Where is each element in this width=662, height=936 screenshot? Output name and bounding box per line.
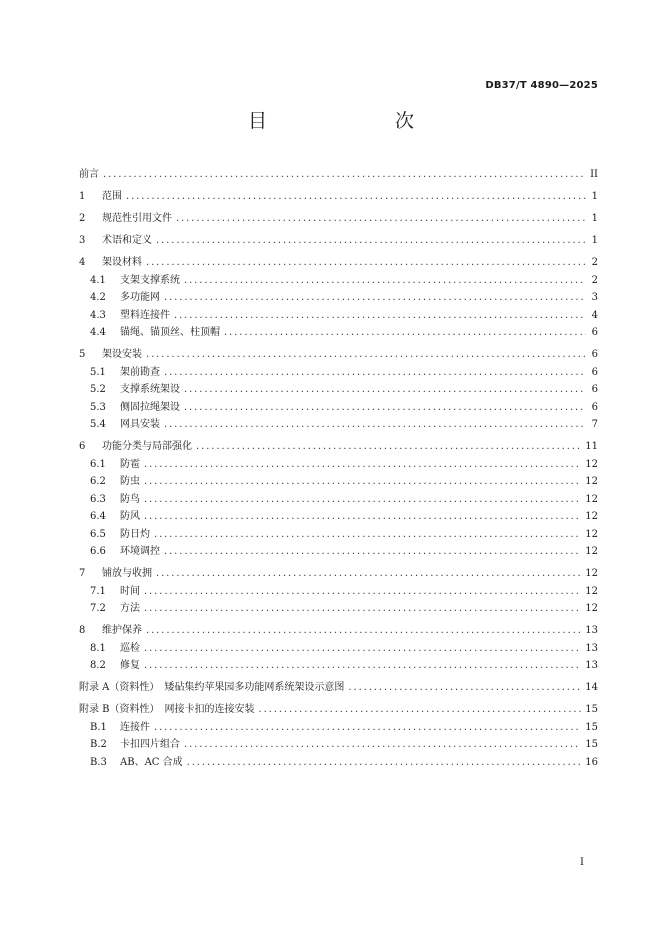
toc-leader-dots xyxy=(144,456,581,474)
toc-entry-label: 支撑系统架设 xyxy=(120,384,180,395)
toc-entry-page: 15 xyxy=(585,721,598,733)
toc-entry[interactable] xyxy=(79,254,598,272)
toc-leader-dots xyxy=(144,600,581,618)
toc-entry-page: 3 xyxy=(591,292,598,303)
toc-entry-label: 连接件 xyxy=(120,721,150,733)
toc-entry-page: 13 xyxy=(585,660,598,671)
toc-entry-label: 规范性引用文件 xyxy=(102,213,172,224)
toc-entry-page: 12 xyxy=(585,528,598,540)
toc-entry-number: 7 xyxy=(79,568,86,579)
toc-entry-label: 巡检 xyxy=(120,642,140,654)
toc-entry-number: 5.2 xyxy=(90,384,106,395)
toc-entry-label: 塑料连接件 xyxy=(120,309,170,321)
toc-entry-label: 前言 xyxy=(79,169,99,180)
toc-entry-number: 4 xyxy=(79,257,86,268)
toc-entry[interactable] xyxy=(79,657,598,675)
toc-entry[interactable] xyxy=(79,640,598,658)
toc-entry-page: 6 xyxy=(591,401,598,413)
toc-leader-dots xyxy=(184,272,586,290)
table-of-contents xyxy=(79,166,598,771)
toc-entry-page: 15 xyxy=(585,739,598,750)
toc-entry-label: 架设安装 xyxy=(102,349,142,360)
toc-entry[interactable] xyxy=(79,491,598,509)
toc-entry[interactable] xyxy=(79,438,598,456)
toc-entry-label: 维护保养 xyxy=(102,625,142,636)
toc-entry[interactable] xyxy=(79,701,598,719)
toc-entry[interactable] xyxy=(79,565,598,583)
toc-entry[interactable] xyxy=(79,399,598,417)
toc-entry-label: 环境调控 xyxy=(120,546,160,557)
toc-entry-number: 4.1 xyxy=(90,274,106,286)
toc-entry-number: 4.4 xyxy=(90,327,106,338)
toc-entry-page: 6 xyxy=(591,366,598,378)
toc-entry-number: 2 xyxy=(79,213,86,224)
toc-entry[interactable] xyxy=(79,622,598,640)
toc-entry[interactable] xyxy=(79,272,598,290)
toc-entry-number: 3 xyxy=(79,235,86,246)
toc-leader-dots xyxy=(224,324,586,342)
page-title: 目 次 xyxy=(247,110,444,132)
toc-entry-page: 12 xyxy=(585,585,598,597)
toc-entry[interactable] xyxy=(79,210,598,228)
toc-entry-page: 13 xyxy=(585,625,598,636)
toc-entry-number: 4.2 xyxy=(90,292,106,303)
toc-entry-page: 1 xyxy=(591,213,598,224)
toc-leader-dots xyxy=(144,583,581,601)
toc-leader-dots xyxy=(176,210,586,228)
toc-entry[interactable] xyxy=(79,473,598,491)
toc-entry-page: 12 xyxy=(585,458,598,470)
toc-leader-dots xyxy=(348,679,581,697)
toc-entry-page: 16 xyxy=(585,756,598,768)
toc-entry-page: 6 xyxy=(591,327,598,338)
toc-entry-label: 范围 xyxy=(102,191,122,202)
toc-entry-label: 防雹 xyxy=(120,458,140,470)
toc-entry-page: 2 xyxy=(591,257,598,268)
toc-entry-number: 5 xyxy=(79,349,86,360)
toc-leader-dots xyxy=(126,188,586,206)
toc-leader-dots xyxy=(144,640,581,658)
toc-entry-number: 6.1 xyxy=(90,458,106,470)
toc-entry-page: 14 xyxy=(585,682,598,693)
toc-entry-number: 6.6 xyxy=(90,546,106,557)
toc-leader-dots xyxy=(184,736,581,754)
toc-leader-dots xyxy=(164,289,586,307)
toc-entry-label: 防虫 xyxy=(120,476,140,487)
toc-entry[interactable] xyxy=(79,232,598,250)
toc-entry[interactable] xyxy=(79,754,598,772)
toc-entry-number: 6.2 xyxy=(90,476,106,487)
toc-entry[interactable] xyxy=(79,166,598,184)
toc-entry-page: 12 xyxy=(585,603,598,614)
toc-entry[interactable] xyxy=(79,526,598,544)
toc-entry[interactable] xyxy=(79,583,598,601)
toc-entry[interactable] xyxy=(79,289,598,307)
toc-entry[interactable] xyxy=(79,346,598,364)
toc-entry-label: AB、AC 合成 xyxy=(120,756,183,768)
toc-entry-number: 5.1 xyxy=(90,366,106,378)
toc-entry[interactable] xyxy=(79,679,598,697)
toc-entry-label: 附录 B（资料性） 网接卡扣的连接安装 xyxy=(79,704,255,715)
toc-entry-page: 13 xyxy=(585,642,598,654)
toc-entry-page: 7 xyxy=(591,419,598,430)
toc-entry[interactable] xyxy=(79,456,598,474)
toc-entry[interactable] xyxy=(79,543,598,561)
toc-entry-page: 4 xyxy=(591,309,598,321)
toc-entry-page: II xyxy=(590,169,598,180)
toc-entry-page: 11 xyxy=(585,441,598,452)
toc-leader-dots xyxy=(259,701,582,719)
toc-entry[interactable] xyxy=(79,381,598,399)
toc-entry-number: B.2 xyxy=(90,739,107,750)
toc-entry-label: 方法 xyxy=(120,603,140,614)
toc-entry-label: 防鸟 xyxy=(120,493,140,505)
toc-entry-page: 6 xyxy=(591,384,598,395)
toc-leader-dots xyxy=(187,754,582,772)
toc-leader-dots xyxy=(156,232,586,250)
toc-entry-number: B.3 xyxy=(90,756,107,768)
toc-entry[interactable] xyxy=(79,600,598,618)
toc-entry-label: 网具安装 xyxy=(120,419,160,430)
toc-entry-page: 1 xyxy=(591,235,598,246)
toc-leader-dots xyxy=(144,491,581,509)
toc-entry-number: 7.2 xyxy=(90,603,106,614)
toc-entry-label: 防风 xyxy=(120,511,140,522)
toc-entry-label: 修复 xyxy=(120,660,140,671)
toc-entry-number: 8.1 xyxy=(90,642,106,654)
toc-entry-number: 5.4 xyxy=(90,419,106,430)
toc-leader-dots xyxy=(144,473,581,491)
toc-leader-dots xyxy=(184,381,586,399)
toc-entry-label: 附录 A（资料性） 矮砧集约苹果园多功能网系统架设示意图 xyxy=(79,682,345,693)
toc-entry-label: 功能分类与局部强化 xyxy=(102,441,192,452)
toc-leader-dots xyxy=(164,543,581,561)
toc-entry[interactable] xyxy=(79,307,598,325)
toc-leader-dots xyxy=(144,657,581,675)
toc-entry-number: 6.3 xyxy=(90,493,106,505)
toc-entry[interactable] xyxy=(79,324,598,342)
toc-entry-page: 2 xyxy=(591,274,598,286)
toc-leader-dots xyxy=(154,719,581,737)
toc-entry-page: 6 xyxy=(591,349,598,360)
toc-entry-label: 铺放与收拥 xyxy=(102,568,152,579)
toc-leader-dots xyxy=(154,526,581,544)
toc-entry-label: 锚绳、锚顶丝、柱顶帽 xyxy=(120,327,220,338)
toc-entry-page: 12 xyxy=(585,511,598,522)
toc-leader-dots xyxy=(146,622,581,640)
toc-entry-page: 12 xyxy=(585,476,598,487)
toc-entry-label: 侧固拉绳架设 xyxy=(120,401,180,413)
toc-leader-dots xyxy=(184,399,586,417)
toc-entry-number: 6.4 xyxy=(90,511,106,522)
toc-entry-number: 6.5 xyxy=(90,528,106,540)
toc-entry-number: B.1 xyxy=(90,721,107,733)
toc-entry[interactable] xyxy=(79,508,598,526)
toc-entry[interactable] xyxy=(79,188,598,206)
toc-leader-dots xyxy=(164,416,586,434)
toc-entry-label: 时间 xyxy=(120,585,140,597)
document-number: DB37/T 4890—2025 xyxy=(485,80,598,91)
toc-entry-label: 支架支撑系统 xyxy=(120,274,180,286)
toc-leader-dots xyxy=(156,565,581,583)
toc-leader-dots xyxy=(164,364,586,382)
toc-entry-label: 卡扣四片组合 xyxy=(120,739,180,750)
toc-entry[interactable] xyxy=(79,736,598,754)
toc-entry-label: 术语和定义 xyxy=(102,235,152,246)
toc-entry-page: 1 xyxy=(591,191,598,202)
toc-entry-page: 15 xyxy=(585,704,598,715)
toc-leader-dots xyxy=(196,438,581,456)
toc-entry-page: 12 xyxy=(585,493,598,505)
toc-leader-dots xyxy=(146,254,586,272)
toc-entry-number: 8.2 xyxy=(90,660,106,671)
toc-leader-dots xyxy=(146,346,586,364)
toc-entry[interactable] xyxy=(79,364,598,382)
toc-entry-label: 架设材料 xyxy=(102,257,142,268)
toc-entry-number: 4.3 xyxy=(90,309,106,321)
toc-entry-number: 1 xyxy=(79,191,86,202)
toc-leader-dots xyxy=(144,508,581,526)
toc-entry-number: 7.1 xyxy=(90,585,106,597)
toc-entry-page: 12 xyxy=(585,546,598,557)
toc-entry-label: 架前勘查 xyxy=(120,366,160,378)
page-number: I xyxy=(580,857,584,868)
toc-leader-dots xyxy=(103,166,586,184)
toc-entry-page: 12 xyxy=(585,568,598,579)
toc-entry-number: 5.3 xyxy=(90,401,106,413)
toc-entry-number: 8 xyxy=(79,625,86,636)
toc-leader-dots xyxy=(174,307,586,325)
toc-entry-label: 防日灼 xyxy=(120,528,150,540)
toc-entry[interactable] xyxy=(79,719,598,737)
toc-entry[interactable] xyxy=(79,416,598,434)
toc-entry-label: 多功能网 xyxy=(120,292,160,303)
toc-entry-number: 6 xyxy=(79,441,86,452)
